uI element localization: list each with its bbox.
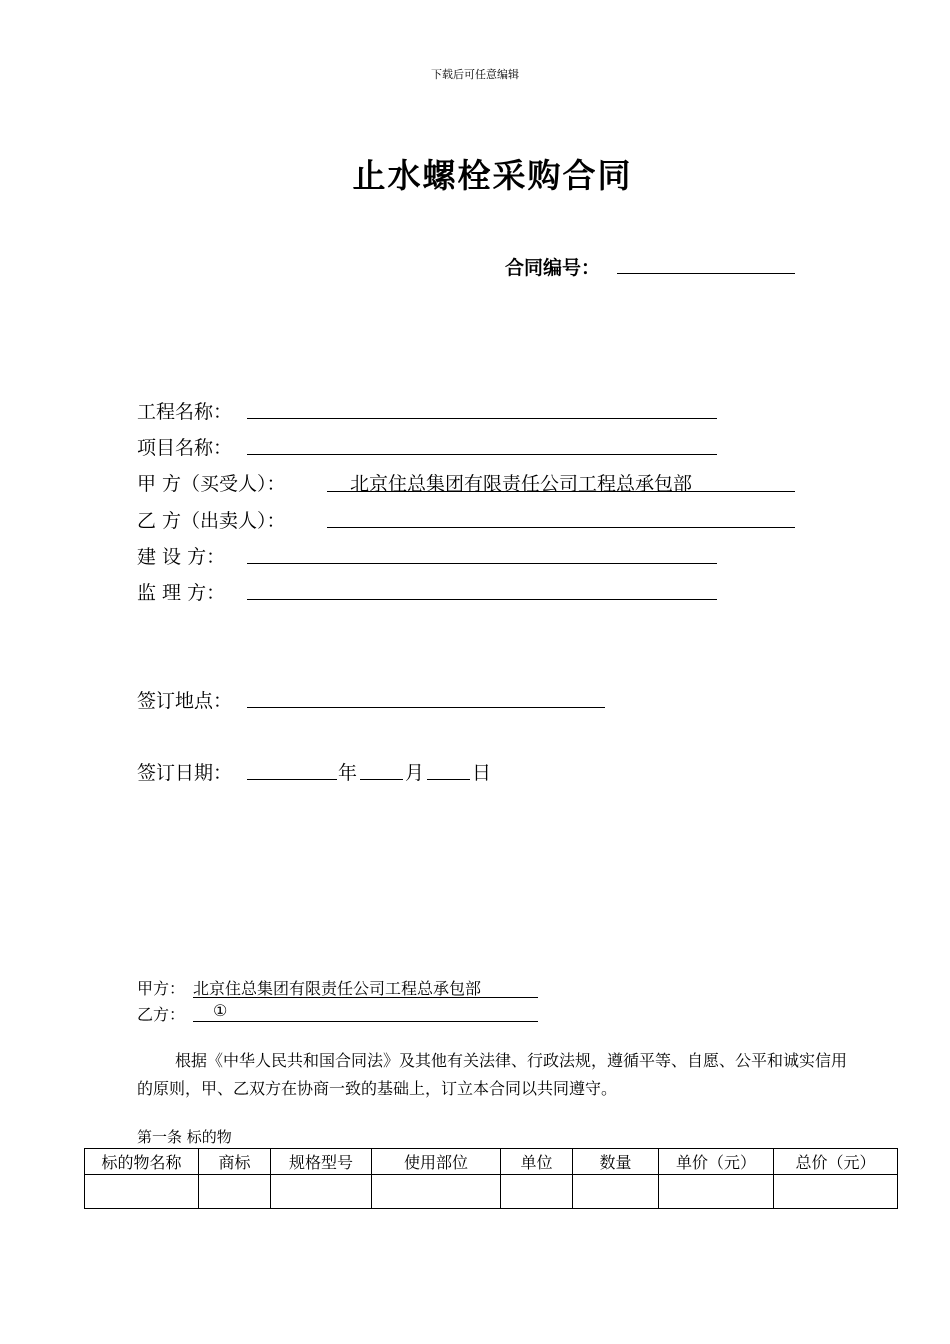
contract-party-b-label: 乙方： (137, 1005, 186, 1024)
table-cell[interactable] (501, 1175, 573, 1209)
signing-day-blank[interactable] (427, 778, 470, 780)
item-name-label: 项目名称： (137, 437, 233, 459)
intro-paragraph: 根据《中华人民共和国合同法》及其他有关法律、行政法规，遵循平等、自愿、公平和诚实信用的原则，甲、乙双方在协商一致的基础上，订立本合同以共同遵守。 (137, 1051, 848, 1098)
party-b-label: 乙 方（出卖人）： (137, 510, 286, 532)
signing-year-blank[interactable] (247, 778, 337, 780)
table-cell[interactable] (199, 1175, 271, 1209)
table-header-cell: 商标 (199, 1149, 271, 1175)
header-note: 下载后可任意编辑 (431, 68, 519, 81)
table-header-row (85, 1149, 898, 1175)
builder-label: 建 设 方： (137, 546, 226, 568)
party-b-blank[interactable] (327, 526, 795, 528)
table-cell[interactable] (573, 1175, 659, 1209)
item-name-blank[interactable] (247, 453, 717, 455)
signing-year-unit: 年 (338, 762, 358, 784)
contract-party-a-underline (193, 996, 538, 998)
contract-party-b-underline (193, 1020, 538, 1022)
builder-blank[interactable] (247, 562, 717, 564)
signing-month-blank[interactable] (360, 778, 403, 780)
contract-party-b-value: ① (213, 1001, 228, 1020)
signing-date-label: 签订日期： (137, 762, 233, 784)
table-header-cell: 单价（元） (659, 1149, 774, 1175)
project-name-label: 工程名称： (137, 401, 233, 423)
contract-number-blank[interactable] (617, 273, 795, 274)
party-a-value: 北京住总集团有限责任公司工程总承包部 (350, 473, 693, 495)
supervisor-label: 监 理 方： (137, 582, 226, 604)
supervisor-blank[interactable] (247, 598, 717, 600)
table-cell[interactable] (659, 1175, 774, 1209)
table-cell[interactable] (372, 1175, 501, 1209)
signing-day-unit: 日 (472, 762, 492, 784)
table-header-cell: 总价（元） (774, 1149, 898, 1175)
table-header-cell: 数量 (573, 1149, 659, 1175)
contract-party-a-label: 甲方： (137, 979, 186, 998)
contract-party-a-value: 北京住总集团有限责任公司工程总承包部 (193, 979, 482, 998)
table-cell[interactable] (85, 1175, 199, 1209)
items-table (84, 1148, 898, 1209)
signing-place-label: 签订地点： (137, 690, 233, 712)
article-1-title: 第一条 标的物 (137, 1128, 232, 1146)
table-header-cell: 标的物名称 (85, 1149, 199, 1175)
signing-month-unit: 月 (405, 762, 425, 784)
table-cell[interactable] (774, 1175, 898, 1209)
table-header-cell: 单位 (501, 1149, 573, 1175)
party-a-underline (327, 490, 795, 492)
party-a-label: 甲 方（买受人）： (137, 473, 286, 495)
signing-place-blank[interactable] (247, 706, 605, 708)
table-header-cell: 规格型号 (271, 1149, 372, 1175)
table-cell[interactable] (271, 1175, 372, 1209)
contract-number-label: 合同编号： (505, 257, 601, 279)
table-row (85, 1175, 898, 1209)
document-title: 止水螺栓采购合同 (352, 156, 633, 195)
table-header-cell: 使用部位 (372, 1149, 501, 1175)
project-name-blank[interactable] (247, 417, 717, 419)
